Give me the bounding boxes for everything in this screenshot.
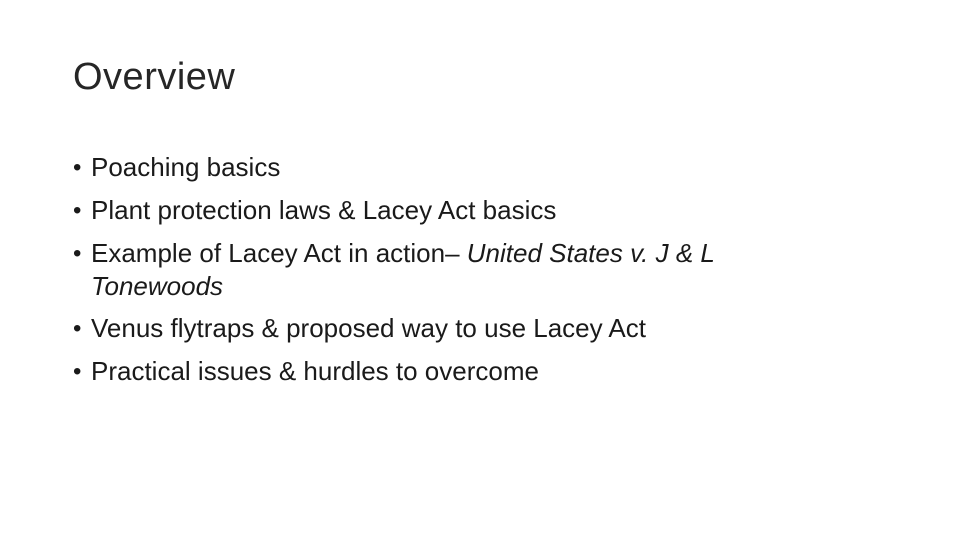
bullet-text: Poaching basics <box>91 152 281 182</box>
bullet-icon: • <box>73 240 82 267</box>
bullet-text: Example of Lacey Act in action– <box>91 238 467 268</box>
list-item <box>73 232 893 303</box>
list-item <box>73 350 893 393</box>
case-name: United States v. J & L <box>466 238 715 268</box>
bullet-list <box>73 146 893 393</box>
bullet-icon: • <box>73 358 82 385</box>
list-item <box>73 146 893 189</box>
bullet-icon: • <box>73 197 82 224</box>
bullet-text: Practical issues & hurdles to overcome <box>91 356 539 386</box>
bullet-icon: • <box>73 154 82 181</box>
case-name-continued: Tonewoods <box>91 271 224 301</box>
list-item <box>73 189 893 232</box>
bullet-text: Venus flytraps & proposed way to use Lacey Act <box>91 313 646 343</box>
bullet-icon: • <box>73 315 82 342</box>
slide-title: Overview <box>73 56 236 98</box>
bullet-text: Plant protection laws & Lacey Act basics <box>91 195 557 225</box>
list-item <box>73 307 893 350</box>
